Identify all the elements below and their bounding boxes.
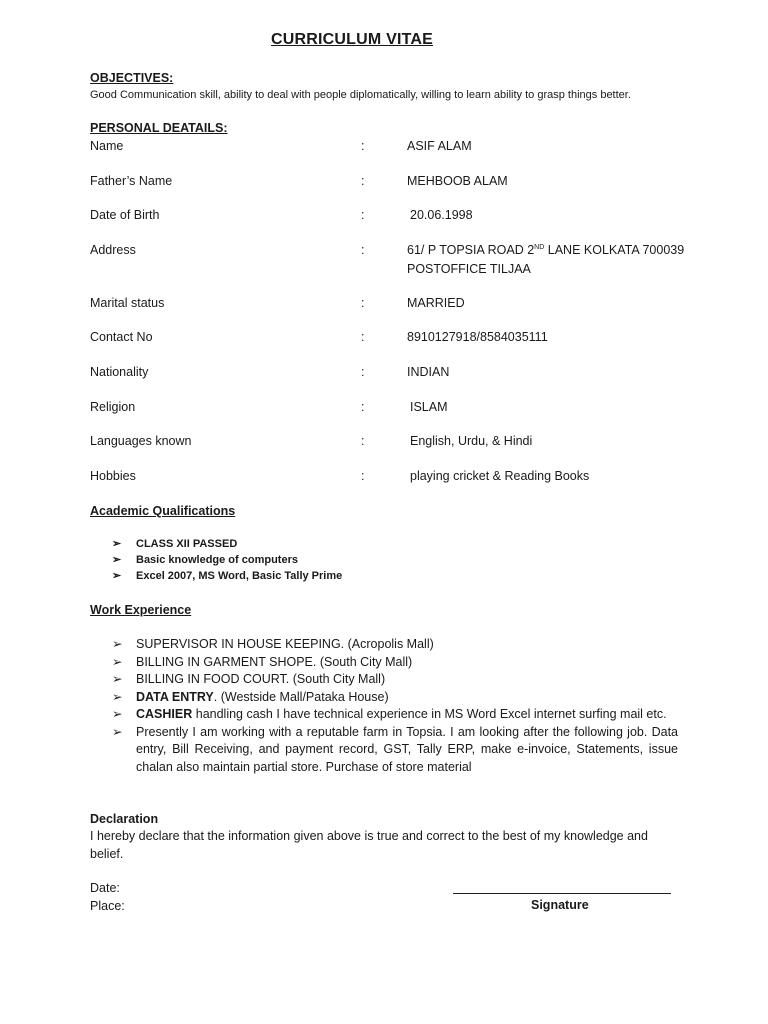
- contact-value: 8910127918/8584035111: [407, 330, 548, 344]
- declaration-heading: Declaration: [90, 812, 159, 826]
- arrow-bullet-icon: ➢: [112, 570, 122, 582]
- languages-label: Languages known: [90, 434, 192, 448]
- list-item-bold: DATA ENTRY: [136, 689, 214, 704]
- list-item-text: SUPERVISOR IN HOUSE KEEPING. (Acropolis Mall): [136, 637, 434, 651]
- arrow-bullet-icon: ➢: [112, 689, 123, 704]
- hobbies-value: playing cricket & Reading Books: [410, 469, 590, 483]
- list-item: [112, 654, 678, 672]
- work-heading: Work Experience: [90, 603, 192, 617]
- list-item: [112, 568, 342, 584]
- hobbies-label: Hobbies: [90, 469, 136, 483]
- address-value-line1: [407, 243, 684, 257]
- list-item: [112, 724, 678, 777]
- marital-status-value: MARRIED: [407, 296, 465, 310]
- list-item: [112, 636, 678, 654]
- list-item-bold: CASHIER: [136, 707, 193, 721]
- colon: :: [361, 469, 365, 483]
- arrow-bullet-icon: ➢: [112, 637, 123, 651]
- date-label: Date:: [90, 881, 120, 895]
- colon: :: [361, 330, 365, 344]
- signature-line: [453, 893, 671, 894]
- declaration-text: I hereby declare that the information given above is true and correct to the best of my knowledge and belief.: [90, 829, 648, 861]
- father-name-value: MEHBOOB ALAM: [407, 174, 508, 188]
- religion-value: ISLAM: [410, 400, 448, 414]
- dob-value: 20.06.1998: [410, 208, 473, 222]
- name-label: Name: [90, 139, 124, 153]
- address-value-line2: POSTOFFICE TILJAA: [407, 262, 531, 276]
- address-label: Address: [90, 243, 136, 257]
- contact-label: Contact No: [90, 330, 153, 344]
- page-title: CURRICULUM VITAE: [271, 31, 434, 48]
- colon: :: [361, 208, 365, 222]
- list-item: [112, 552, 342, 568]
- colon: :: [361, 400, 365, 414]
- academic-heading: Academic Qualifications: [90, 504, 236, 518]
- place-label: Place:: [90, 899, 125, 913]
- colon: :: [361, 434, 365, 448]
- personal-details-heading: PERSONAL DEATAILS:: [90, 121, 228, 135]
- list-item: [112, 689, 678, 707]
- list-item-text: Presently I am working with a reputable farm in Topsia. I am looking after the following job. Data entry, Bill Receiving, and payment record, GST, Tally ERP, make e-invoice, Statements, issue chalan also maintain partial store. Purchase of store material: [136, 724, 678, 774]
- arrow-bullet-icon: ➢: [112, 672, 123, 686]
- objectives-heading: OBJECTIVES:: [90, 71, 174, 85]
- colon: :: [361, 174, 365, 188]
- colon: :: [361, 243, 365, 257]
- academic-list: [112, 536, 342, 584]
- languages-value: English, Urdu, & Hindi: [410, 434, 533, 448]
- list-item-text: BILLING IN GARMENT SHOPE. (South City Mall): [136, 654, 413, 669]
- address-line1-pre: 61/ P TOPSIA ROAD 2: [407, 243, 535, 257]
- name-value: ASIF ALAM: [407, 139, 472, 153]
- dob-label: Date of Birth: [90, 208, 160, 222]
- list-item: [112, 706, 678, 724]
- list-item: [112, 536, 342, 552]
- objectives-text: Good Communication skill, ability to deal with people diplomatically, willing to learn ability to grasp things better.: [90, 89, 631, 101]
- colon: :: [361, 365, 365, 379]
- signature-label: Signature: [531, 898, 589, 912]
- list-item-text: . (Westside Mall/Pataka House): [213, 689, 389, 704]
- work-list: [112, 636, 678, 776]
- list-item-text: BILLING IN FOOD COURT. (South City Mall): [136, 672, 386, 686]
- list-item: [112, 671, 678, 689]
- arrow-bullet-icon: ➢: [112, 724, 123, 739]
- father-name-label: Father’s Name: [90, 174, 173, 188]
- list-item-text: Basic knowledge of computers: [136, 554, 298, 566]
- nationality-value: INDIAN: [407, 365, 450, 379]
- list-item-text: CLASS XII PASSED: [136, 538, 238, 550]
- arrow-bullet-icon: ➢: [112, 654, 123, 669]
- marital-status-label: Marital status: [90, 296, 165, 310]
- list-item-text: handling cash I have technical experience in MS Word Excel internet surfing mail etc.: [192, 707, 667, 721]
- arrow-bullet-icon: ➢: [112, 538, 122, 550]
- list-item-text: Excel 2007, MS Word, Basic Tally Prime: [136, 570, 343, 582]
- colon: :: [361, 296, 365, 310]
- address-line1-post: LANE KOLKATA 700039: [544, 243, 685, 257]
- address-ordinal-suffix: ND: [534, 243, 545, 251]
- nationality-label: Nationality: [90, 365, 149, 379]
- colon: :: [361, 139, 365, 153]
- religion-label: Religion: [90, 400, 136, 414]
- arrow-bullet-icon: ➢: [112, 554, 122, 566]
- arrow-bullet-icon: ➢: [112, 707, 123, 721]
